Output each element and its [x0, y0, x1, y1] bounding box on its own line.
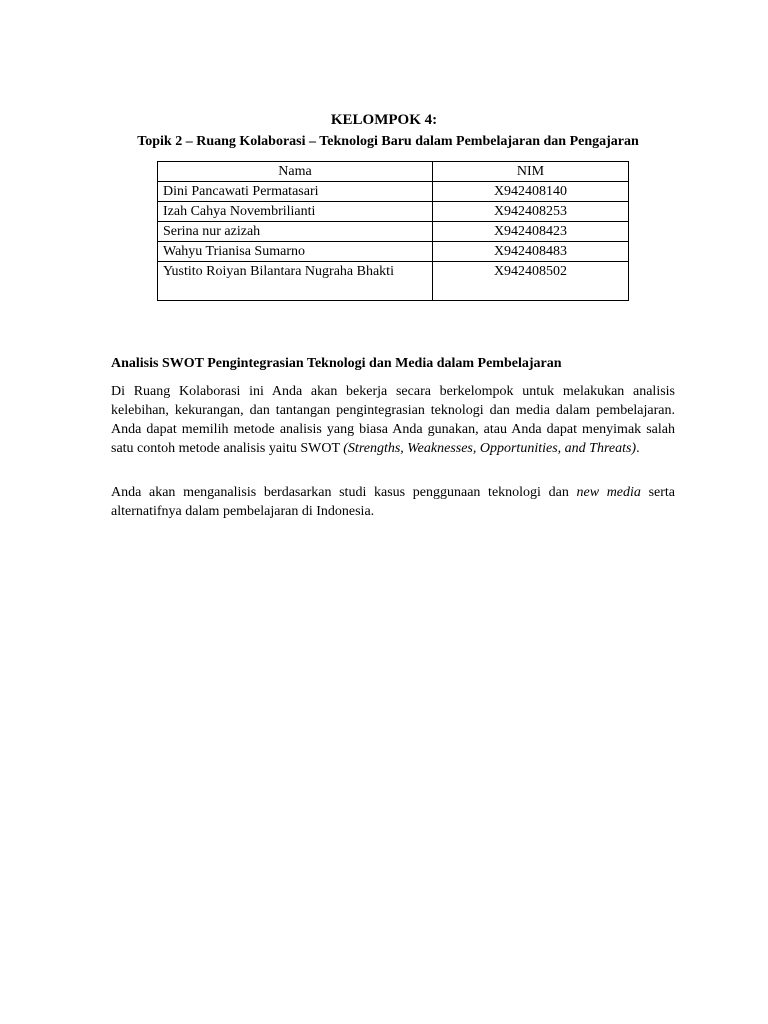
paragraph-1	[111, 382, 675, 458]
member-nim: X942408502	[433, 262, 629, 301]
table-row	[158, 182, 629, 202]
table-row	[158, 202, 629, 222]
paragraph-1-italic: (Strengths, Weaknesses, Opportunities, and Threats)	[343, 441, 637, 456]
member-nim: X942408423	[433, 222, 629, 242]
paragraph-1-text: Di Ruang Kolaborasi ini Anda akan bekerja secara berkelompok untuk melakukan analisis kelebihan, kekurangan, dan tantangan pengintegrasian teknologi dan media dalam pembelajaran. Anda dapat memilih metode analisis yang biasa Anda gunakan, atau Anda dapat menyimak salah satu contoh metode analisis yaitu SWOT	[111, 384, 675, 456]
paragraph-2	[111, 483, 675, 521]
member-nim: X942408140	[433, 182, 629, 202]
member-nim: X942408253	[433, 202, 629, 222]
document-subtitle: Topik 2 – Ruang Kolaborasi – Teknologi Baru dalam Pembelajaran dan Pengajaran	[137, 134, 639, 149]
section-heading: Analisis SWOT Pengintegrasian Teknologi dan Media dalam Pembelajaran	[111, 356, 562, 371]
document-title: KELOMPOK 4:	[330, 112, 438, 128]
member-name: Yustito Roiyan Bilantara Nugraha Bhakti	[158, 262, 433, 301]
table-row	[158, 242, 629, 262]
table-row	[158, 262, 629, 301]
member-nim: X942408483	[433, 242, 629, 262]
paragraph-2-italic: new media	[576, 485, 641, 500]
header-nim: NIM	[433, 162, 629, 182]
member-name: Wahyu Trianisa Sumarno	[158, 242, 433, 262]
member-name: Serina nur azizah	[158, 222, 433, 242]
header-nama: Nama	[158, 162, 433, 182]
member-name: Dini Pancawati Permatasari	[158, 182, 433, 202]
table-row	[158, 222, 629, 242]
member-name: Izah Cahya Novembrilianti	[158, 202, 433, 222]
paragraph-2-text: Anda akan menganalisis berdasarkan studi kasus penggunaan teknologi dan	[111, 485, 577, 500]
paragraph-2-end: serta alternatifnya dalam pembelajaran di Indonesia.	[111, 485, 676, 519]
paragraph-1-end: .	[636, 441, 640, 456]
table-header-row	[158, 162, 629, 182]
members-table	[157, 161, 629, 301]
